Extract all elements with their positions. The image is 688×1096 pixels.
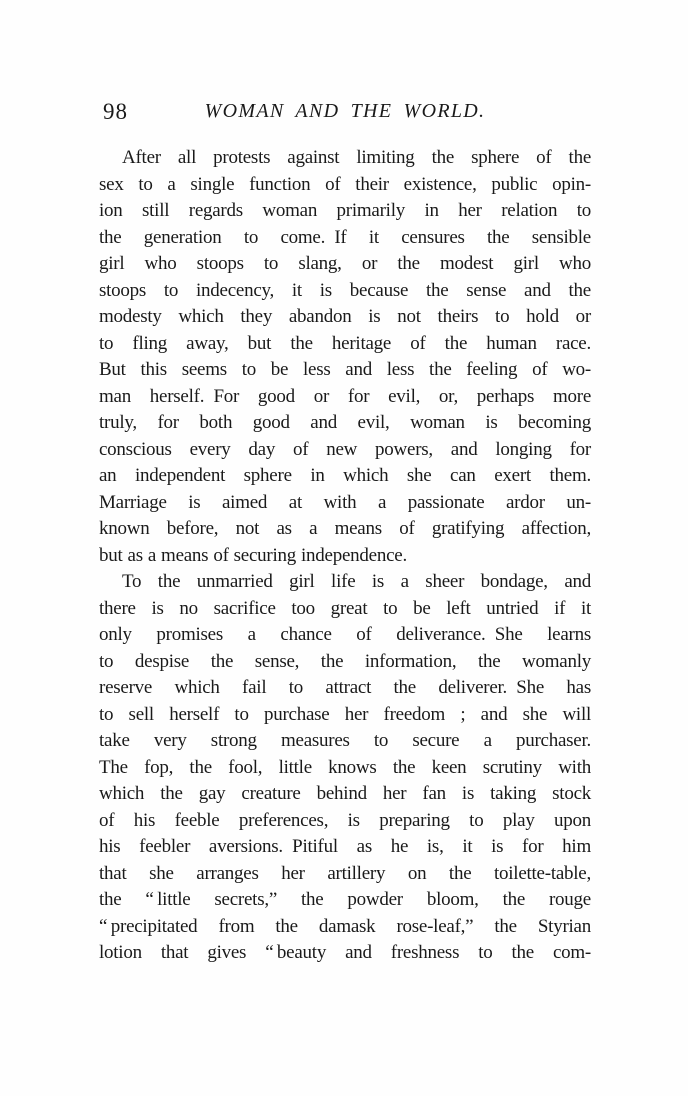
page-number: 98 — [103, 99, 128, 124]
text-line: there is no sacrifice too great to be left untried if it — [99, 597, 591, 619]
text-line: “ precipitated from the damask rose-leaf,” the Styrian — [99, 915, 591, 937]
text-line: man herself. For good or for evil, or, perhaps more — [99, 385, 591, 407]
text-line: ion still regards woman primarily in her relation to — [99, 200, 591, 221]
text-line: the generation to come. If it censures the sensible — [99, 226, 591, 248]
text-line: of his feeble preferences, is preparing to play upon — [99, 809, 591, 831]
text-line: known before, not as a means of gratifying affection, — [99, 518, 591, 539]
body-text — [99, 145, 591, 967]
text-line: After all protests against limiting the sphere of the — [122, 147, 591, 168]
text-column — [99, 99, 591, 967]
text-line: girl who stoops to slang, or the modest girl who — [99, 253, 591, 274]
text-line: the “ little secrets,” the powder bloom, the rouge — [99, 889, 591, 910]
running-header: WOMAN AND THE WORLD. — [204, 100, 486, 122]
text-line: lotion that gives “ beauty and freshness to the com- — [99, 942, 591, 963]
text-line: reserve which fail to attract the deliverer. She has — [99, 677, 591, 698]
text-line: that she arranges her artillery on the toilette-table, — [99, 862, 591, 884]
text-line: to sell herself to purchase her freedom ; and she will — [99, 703, 591, 725]
text-line: conscious every day of new powers, and longing for — [99, 438, 591, 460]
text-line: stoops to indecency, it is because the sense and the — [99, 279, 591, 301]
text-line: truly, for both good and evil, woman is becoming — [99, 412, 591, 433]
paragraph-2 — [99, 569, 591, 967]
paragraph-1 — [99, 145, 591, 569]
text-line: modesty which they abandon is not theirs to hold or — [99, 306, 591, 327]
text-line: to despise the sense, the information, the womanly — [99, 650, 591, 672]
text-line: But this seems to be less and less the feeling of wo- — [99, 359, 591, 380]
text-line: which the gay creature behind her fan is taking stock — [99, 783, 591, 804]
text-line: take very strong measures to secure a purchaser. — [99, 730, 591, 751]
page-header — [99, 99, 591, 125]
text-line: Marriage is aimed at with a passionate ardor un- — [99, 491, 591, 513]
text-line: his feebler aversions. Pitiful as he is, it is for him — [99, 836, 591, 857]
text-line: only promises a chance of deliverance. She learns — [99, 624, 591, 645]
text-line: to fling away, but the heritage of the human race. — [99, 332, 591, 354]
text-line: an independent sphere in which she can exert them. — [99, 465, 591, 486]
text-line: The fop, the fool, little knows the keen scrutiny with — [99, 756, 591, 778]
text-line: but as a means of securing independence. — [99, 544, 407, 566]
text-line: sex to a single function of their existence, public opin- — [99, 173, 591, 195]
text-line: To the unmarried girl life is a sheer bondage, and — [122, 571, 591, 592]
